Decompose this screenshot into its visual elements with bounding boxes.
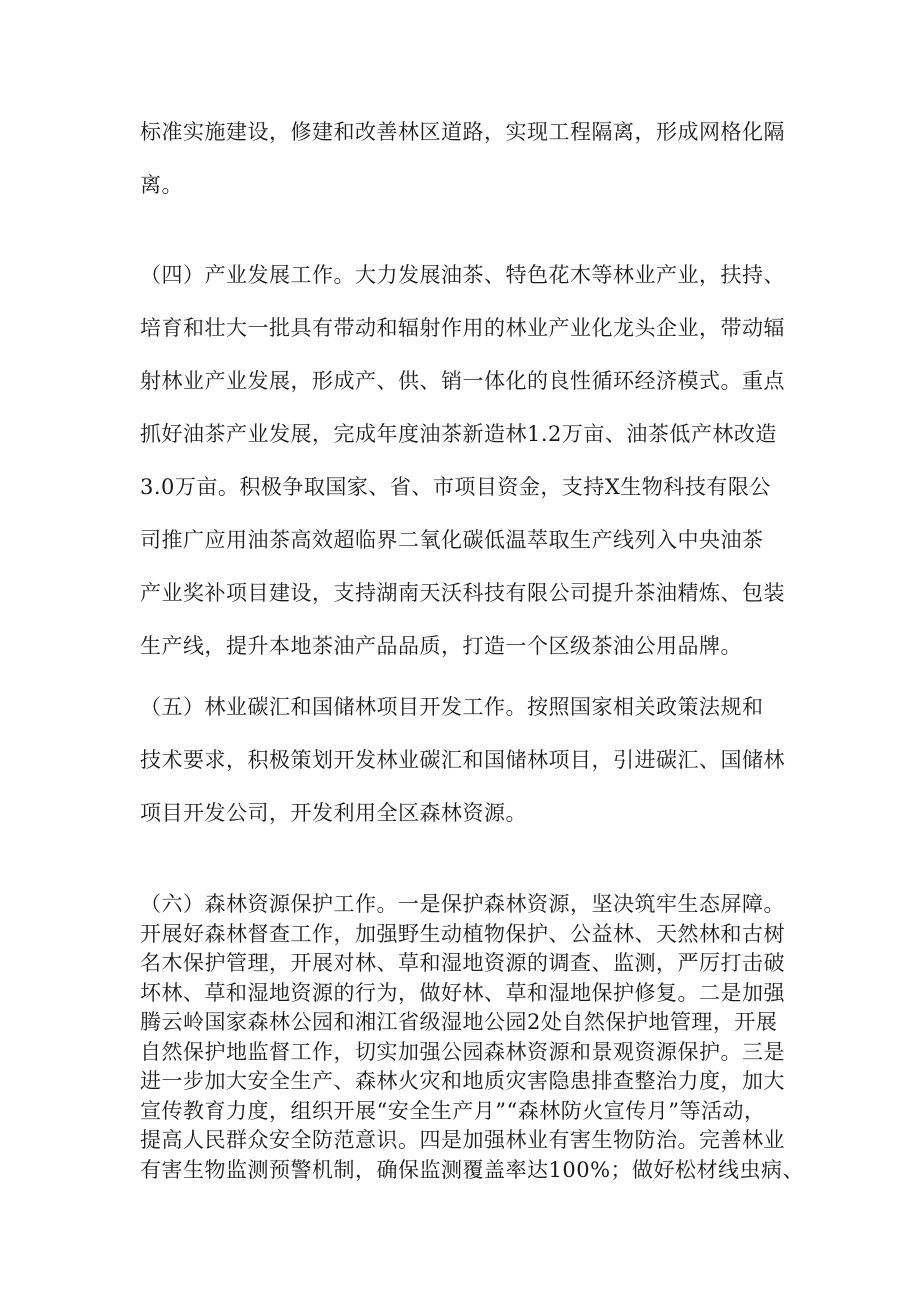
text-line: 生产线，提升本地茶油产品品质，打造一个区级茶油公用品牌。 bbox=[140, 634, 742, 658]
text-line: 项目开发公司，开发利用全区森林资源。 bbox=[140, 801, 527, 825]
text-line: 抓好油茶产业发展，完成年度油茶新造林1.2万亩、油茶低产林改造 bbox=[140, 422, 777, 446]
text-line: 进一步加大安全生产、森林火灾和地质灾害隐患排查整治力度，加大 bbox=[140, 1069, 785, 1093]
text-line: （五）林业碳汇和国储林项目开发工作。按照国家相关政策法规和 bbox=[140, 695, 764, 719]
text-line: 腾云岭国家森林公园和湘江省级湿地公园2处自然保护地管理，开展 bbox=[140, 1010, 778, 1034]
text-line: 3.0万亩。积极争取国家、省、市项目资金，支持X生物科技有限公 bbox=[140, 475, 771, 499]
text-line: 自然保护地监督工作，切实加强公园森林资源和景观资源保护。三是 bbox=[140, 1039, 785, 1064]
text-line: 坏林、草和湿地资源的行为，做好林、草和湿地保护修复。二是加强 bbox=[140, 980, 785, 1005]
text-line: 标准实施建设，修建和改善林区道路，实现工程隔离，形成网格化隔 bbox=[140, 120, 785, 144]
paragraph-carbon-sink bbox=[140, 681, 800, 840]
text-line: 司推广应用油茶高效超临界二氧化碳低温萃取生产线列入中央油茶 bbox=[140, 528, 764, 552]
text-line: （六）森林资源保护工作。一是保护森林资源，坚决筑牢生态屏障。 bbox=[140, 892, 785, 916]
text-line: 培育和壮大一批具有带动和辐射作用的林业产业化龙头企业，带动辐 bbox=[140, 316, 785, 340]
text-line: 开展好森林督查工作，加强野生动植物保护、公益林、天然林和古树 bbox=[140, 921, 785, 946]
text-line: 产业奖补项目建设，支持湖南天沃科技有限公司提升茶油精炼、包装 bbox=[140, 581, 785, 605]
paragraph-industry-development bbox=[140, 249, 800, 673]
text-line: 射林业产业发展，形成产、供、销一体化的良性循环经济模式。重点 bbox=[140, 369, 785, 393]
text-line: 提高人民群众安全防范意识。四是加强林业有害生物防治。完善林业 bbox=[140, 1128, 785, 1152]
paragraph-forest-protection bbox=[140, 890, 805, 1185]
text-line: 名木保护管理，开展对林、草和湿地资源的调查、监测，严厉打击破 bbox=[140, 951, 785, 975]
text-line: 技术要求，积极策划开发林业碳汇和国储林项目，引进碳汇、国储林 bbox=[140, 748, 785, 772]
text-line: 有害生物监测预警机制，确保监测覆盖率达100%；做好松材线虫病、 bbox=[140, 1157, 805, 1182]
text-line: 离。 bbox=[140, 173, 183, 197]
text-line: （四）产业发展工作。大力发展油茶、特色花木等林业产业，扶持、 bbox=[140, 263, 785, 287]
text-line: 宣传教育力度，组织开展“安全生产月”“森林防火宣传月”等活动， bbox=[140, 1098, 766, 1123]
paragraph-continued bbox=[140, 106, 800, 212]
